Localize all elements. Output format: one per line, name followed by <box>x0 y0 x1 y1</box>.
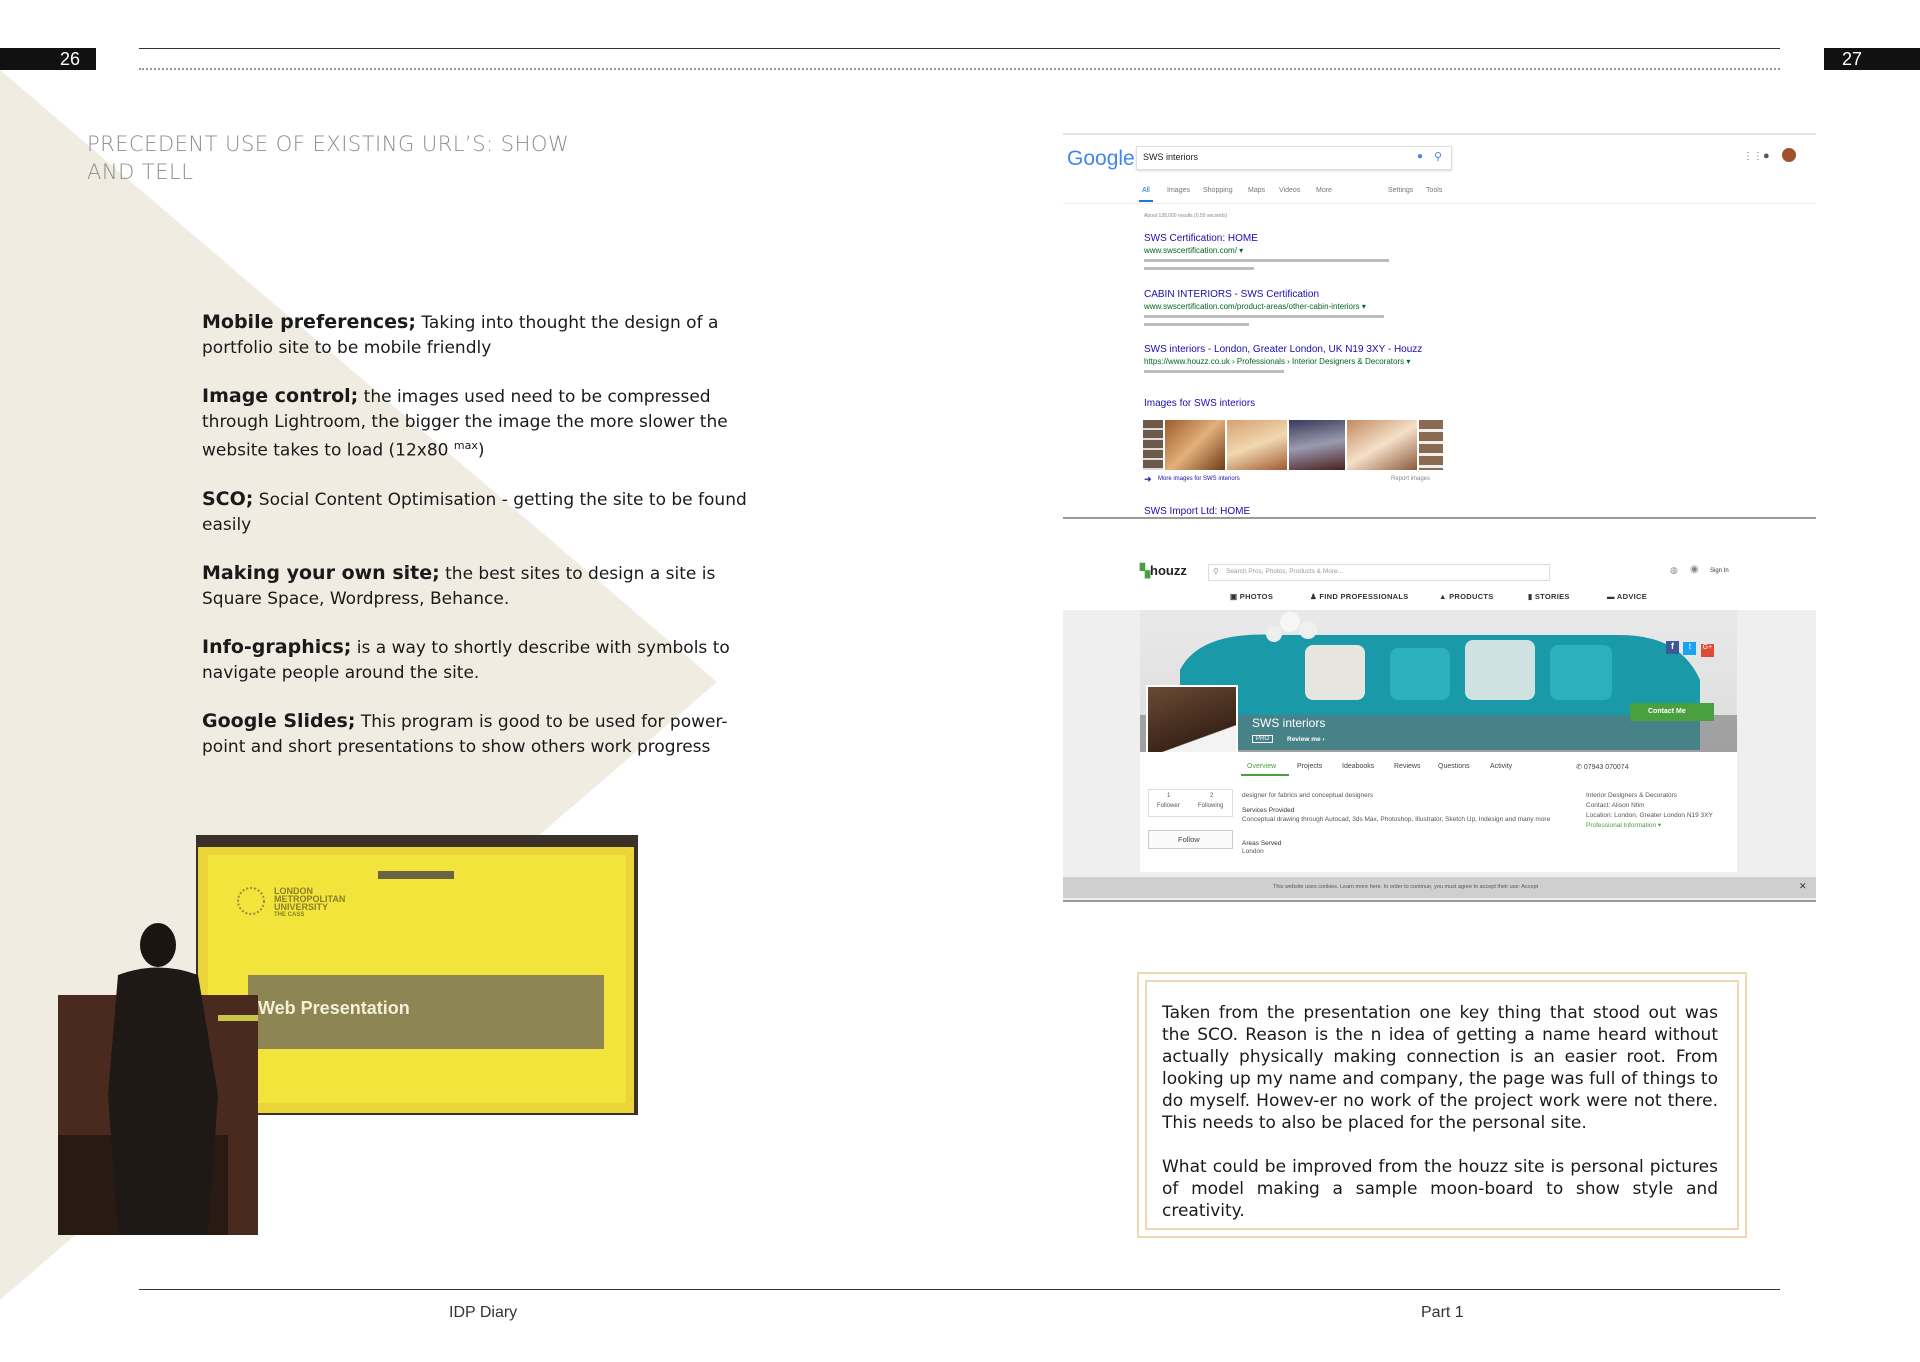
footer-left-label: IDP Diary <box>449 1304 518 1321</box>
pro-badge: PRO <box>1252 735 1273 743</box>
side-info-location: Location: London, Greater London N19 3XY <box>1586 812 1713 819</box>
google-search-screenshot <box>1063 133 1816 519</box>
facebook-icon[interactable]: f <box>1666 641 1679 654</box>
right-page-number: 27 <box>1824 48 1920 70</box>
images-heading-link[interactable]: Images for SWS interiors <box>1144 398 1256 409</box>
follow-button[interactable]: Follow <box>1148 830 1233 849</box>
close-icon[interactable]: ✕ <box>1799 881 1807 891</box>
slide-title: Web Presentation <box>258 998 410 1018</box>
profile-name: SWS interiors <box>1252 716 1326 730</box>
side-info-contact: Contact: Alison Ntim <box>1586 802 1645 809</box>
tabs-divider <box>1063 203 1816 204</box>
footer-right-label: Part 1 <box>1421 1304 1464 1321</box>
result-url: https://www.houzz.co.uk › Professionals › Interior Designers & Decorators ▾ <box>1144 357 1411 366</box>
tab-ideabooks[interactable]: Ideabooks <box>1342 763 1375 770</box>
logo-text: LONDON METROPOLITAN UNIVERSITY THE CASS <box>274 886 346 918</box>
tab-overview-underline <box>1241 774 1289 776</box>
search-icon: ⚲ <box>1213 567 1219 576</box>
list-item: Info-graphics; is a way to shortly describe with symbols to navigate people around the site. <box>202 636 730 683</box>
tab-images[interactable]: Images <box>1167 187 1190 194</box>
social-share-icons <box>1666 636 1714 657</box>
result-title-link[interactable]: SWS Import Ltd: HOME <box>1144 506 1251 517</box>
arrow-right-icon: ➜ <box>1144 474 1152 484</box>
tab-questions[interactable]: Questions <box>1438 763 1470 770</box>
footer-rule <box>139 1289 1780 1290</box>
microphone-icon[interactable]: ● <box>1417 151 1424 162</box>
google-plus-icon[interactable]: G+ <box>1701 644 1714 657</box>
left-page-number: 26 <box>0 48 96 70</box>
camera-icon[interactable]: ◍ <box>1670 565 1678 575</box>
result-snippet <box>1144 323 1249 326</box>
nav-advice[interactable]: ▬ ADVICE <box>1607 592 1648 601</box>
image-thumbnail[interactable] <box>1227 420 1287 470</box>
tab-overview[interactable]: Overview <box>1247 763 1277 770</box>
tab-more[interactable]: More <box>1316 187 1332 194</box>
image-strip <box>1143 420 1443 470</box>
search-icon[interactable]: ⚲ <box>1434 151 1443 163</box>
twitter-icon[interactable]: t <box>1683 642 1696 655</box>
sign-in-link[interactable]: Sign In <box>1710 568 1729 574</box>
tab-all[interactable]: All <box>1142 187 1150 194</box>
presentation-photo-illustration <box>58 835 648 1235</box>
list-item: Google Slides; This program is good to be used for power-point and short presentations to show others work progress <box>202 710 728 757</box>
tab-shopping[interactable]: Shopping <box>1203 187 1233 194</box>
nav-photos[interactable]: ▣ PHOTOS <box>1230 592 1274 601</box>
result-stats: About 138,000 results (0.59 seconds) <box>1144 213 1228 219</box>
tab-projects[interactable]: Projects <box>1297 763 1323 770</box>
user-icon[interactable]: ◉ <box>1690 564 1699 575</box>
tab-maps[interactable]: Maps <box>1248 187 1266 194</box>
more-images-link[interactable]: More images for SWS interiors <box>1158 476 1240 482</box>
note-paragraph: What could be improved from the houzz site is personal pictures of model making a sample moon-board to show style and creativity. <box>1162 1157 1718 1221</box>
reflection-note <box>1162 1002 1718 1244</box>
google-logo: Google <box>1067 147 1135 170</box>
image-thumbnail[interactable] <box>1143 420 1163 470</box>
tips-list <box>202 310 768 783</box>
notifications-icon[interactable]: ● <box>1763 150 1770 162</box>
followers-box: 1 Follower 2 Following <box>1148 789 1233 817</box>
result-url: www.swscertification.com/ ▾ <box>1144 246 1244 255</box>
tab-all-underline <box>1139 200 1153 202</box>
page-title: PRECEDENT USE OF EXISTING URL’S: SHOW AND TELL <box>87 132 570 184</box>
header-rule <box>139 48 1780 49</box>
result-snippet <box>1144 259 1389 262</box>
header-dotted-rule <box>139 68 1780 70</box>
houzz-search-input[interactable]: ⚲ Search Pros, Photos, Products & More... <box>1208 564 1550 581</box>
contact-me-button[interactable]: Contact Me <box>1630 703 1714 721</box>
result-title-link[interactable]: SWS interiors - London, Greater London, UK N19 3XY - Houzz <box>1144 344 1423 355</box>
result-snippet <box>1144 267 1254 270</box>
nav-stories[interactable]: ▮ STORIES <box>1528 592 1570 601</box>
review-me-link[interactable]: Review me › <box>1287 736 1325 743</box>
list-item: Making your own site; the best sites to design a site is Square Space, Wordpress, Behance. <box>202 562 716 609</box>
areas-text: London <box>1242 848 1264 855</box>
report-images-link[interactable]: Report images <box>1391 476 1431 482</box>
phone-number: ✆ 07943 070074 <box>1576 764 1629 771</box>
image-thumbnail[interactable] <box>1419 420 1443 470</box>
services-text: Conceptual drawing through Autocad, 3ds Max, Photoshop, Illustrator, Sketch Up, Indesign and many more <box>1242 816 1551 823</box>
tab-tools[interactable]: Tools <box>1426 187 1443 194</box>
image-thumbnail[interactable] <box>1347 420 1417 470</box>
profile-description: designer for fabrics and conceptual designers <box>1242 792 1374 799</box>
note-paragraph: Taken from the presentation one key thing that stood out was the SCO. Reason is the n idea of getting a name heard without actually physically making connection is an easier root. From looking up my name and company, the page was full of things to do myself. Howev-er no work of the project work were not there. This needs to also be placed for the personal site. <box>1162 1003 1718 1133</box>
result-snippet <box>1144 370 1284 373</box>
search-input[interactable]: SWS interiors ● ⚲ <box>1136 146 1452 170</box>
professional-information-link[interactable]: Professional Information ▾ <box>1586 822 1662 829</box>
image-thumbnail[interactable] <box>1165 420 1225 470</box>
houzz-logo[interactable]: ▚houzz <box>1140 563 1187 578</box>
list-item: SCO; Social Content Optimisation - getting the site to be found easily <box>202 488 747 535</box>
presentation-photo <box>58 835 648 1235</box>
phone-icon: ✆ <box>1576 764 1584 771</box>
image-thumbnail[interactable] <box>1289 420 1345 470</box>
list-item: Image control; the images used need to be compressed through Lightroom, the bigger the image the more slower the website takes to load (12x80 $^{max}$) <box>202 385 728 461</box>
apps-grid-icon[interactable]: ⋮⋮ <box>1743 151 1763 162</box>
result-url: www.swscertification.com/product-areas/other-cabin-interiors ▾ <box>1144 302 1366 311</box>
avatar[interactable] <box>1782 148 1796 162</box>
tab-settings[interactable]: Settings <box>1388 187 1414 194</box>
nav-find-professionals[interactable]: ♟ FIND PROFESSIONALS <box>1310 592 1409 601</box>
houzz-profile-screenshot <box>1063 555 1816 902</box>
tab-activity[interactable]: Activity <box>1490 763 1513 770</box>
tab-videos[interactable]: Videos <box>1279 187 1301 194</box>
cookie-banner: This website uses cookies. Learn more here. In order to continue, you must agree to accept their use: Accept ✕ <box>1063 877 1816 898</box>
houzz-leaf-icon: ▚ <box>1140 563 1150 578</box>
tab-reviews[interactable]: Reviews <box>1394 763 1421 770</box>
result-snippet <box>1144 315 1384 318</box>
result-title-link[interactable]: CABIN INTERIORS - SWS Certification <box>1144 289 1320 300</box>
list-item: Mobile preferences; Taking into thought the design of a portfolio site to be mobile friendly <box>202 311 719 358</box>
result-title-link[interactable]: SWS Certification: HOME <box>1144 233 1258 244</box>
services-label: Services Provided <box>1242 807 1295 814</box>
side-info-category: Interior Designers & Decorators <box>1586 792 1678 799</box>
nav-products[interactable]: ▲ PRODUCTS <box>1439 592 1494 601</box>
areas-label: Areas Served <box>1242 840 1282 847</box>
